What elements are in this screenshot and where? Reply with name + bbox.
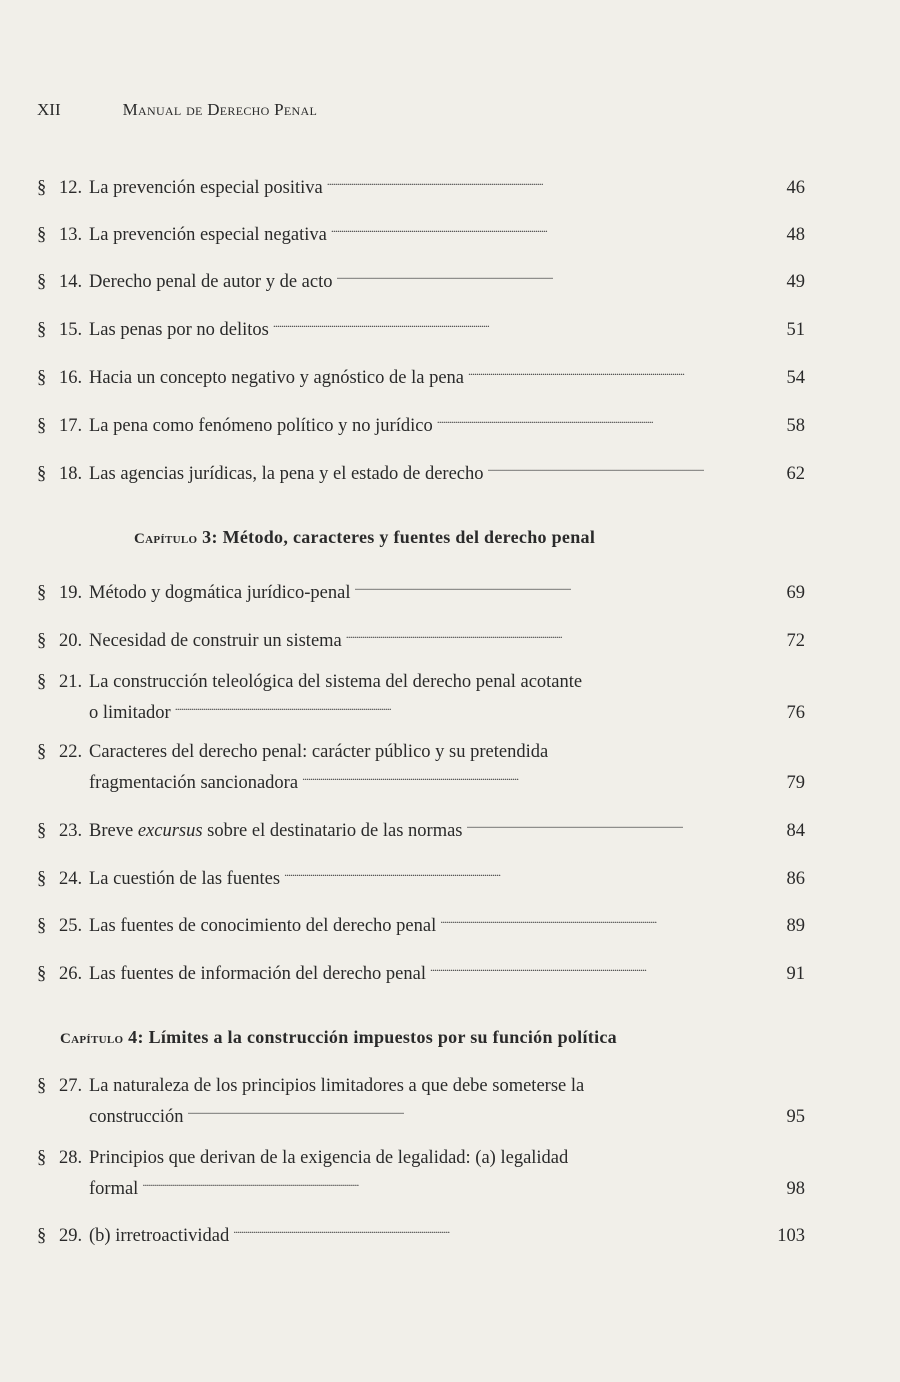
page-number: XII	[37, 100, 61, 119]
toc-entry[interactable]	[37, 622, 805, 653]
section-symbol: §	[37, 869, 47, 889]
section-number: 26.	[59, 964, 83, 984]
toc-entry[interactable]	[37, 1217, 805, 1248]
section-number: 13.	[59, 225, 83, 245]
entry-title-cont: o limitador	[89, 703, 171, 723]
section-symbol: §	[37, 631, 47, 651]
entry-title: La prevención especial negativa	[89, 225, 327, 245]
section-number: 14.	[59, 272, 83, 292]
running-header	[37, 100, 317, 120]
dot-leader	[437, 407, 727, 431]
chapter-heading	[134, 527, 595, 548]
entry-title: Derecho penal de autor y de acto	[89, 272, 333, 292]
dot-leader	[175, 694, 727, 718]
section-number: 22.	[59, 742, 83, 762]
entry-title-cont: formal	[89, 1179, 139, 1199]
entry-page: 98	[786, 1179, 805, 1199]
section-symbol: §	[37, 368, 47, 388]
entry-title: Método y dogmática jurídico-penal	[89, 583, 351, 603]
section-number: 12.	[59, 178, 83, 198]
entry-page: 79	[786, 773, 805, 793]
entry-page: 103	[777, 1226, 805, 1246]
entry-title: Caracteres del derecho penal: carácter público y su pretendida	[89, 742, 549, 762]
entry-page: 69	[786, 583, 805, 603]
toc-entry[interactable]	[37, 455, 805, 486]
toc-entry[interactable]	[37, 670, 805, 725]
section-symbol: §	[37, 583, 47, 603]
chapter-heading	[60, 1027, 617, 1048]
entry-title: Breve	[89, 821, 134, 841]
entry-title: Hacia un concepto negativo y agnóstico de la pena	[89, 368, 464, 388]
dot-leader	[327, 169, 727, 193]
section-number: 25.	[59, 916, 83, 936]
entry-title-italic: excursus	[137, 821, 203, 841]
dot-leader	[336, 263, 727, 287]
entry-title: sobre el destinatario de las normas	[207, 821, 463, 841]
section-symbol: §	[37, 225, 47, 245]
section-symbol: §	[37, 178, 47, 198]
toc-entry[interactable]	[37, 1146, 805, 1201]
entry-page: 51	[786, 320, 805, 340]
entry-page: 91	[786, 964, 805, 984]
toc-entry[interactable]	[37, 1074, 805, 1129]
entry-title: Principios que derivan de la exigencia de legalidad: (a) legalidad	[89, 1148, 569, 1168]
toc-entry[interactable]	[37, 740, 805, 795]
entry-page: 62	[786, 464, 805, 484]
entry-page: 86	[786, 869, 805, 889]
dot-leader	[188, 1098, 727, 1122]
toc-entry[interactable]	[37, 169, 805, 200]
toc-entry[interactable]	[37, 407, 805, 438]
toc-entry[interactable]	[37, 907, 805, 938]
toc-entry[interactable]	[37, 311, 805, 342]
section-symbol: §	[37, 1148, 47, 1168]
section-number: 17.	[59, 416, 83, 436]
entry-title: Necesidad de construir un sistema	[89, 631, 342, 651]
entry-page: 95	[786, 1107, 805, 1127]
chapter-label: Capítulo	[134, 531, 198, 547]
section-symbol: §	[37, 1076, 47, 1096]
dot-leader	[430, 955, 727, 979]
dot-leader	[142, 1170, 727, 1194]
dot-leader	[233, 1217, 727, 1241]
entry-title: La construcción teleológica del sistema del derecho penal acotante	[89, 672, 583, 692]
entry-title: La pena como fenómeno político y no jurídico	[89, 416, 433, 436]
section-number: 23.	[59, 821, 83, 841]
entry-page: 54	[786, 368, 805, 388]
chapter-title: 4: Límites a la construcción impuestos por su función política	[128, 1027, 617, 1047]
entry-title: Las agencias jurídicas, la pena y el estado de derecho	[89, 464, 484, 484]
dot-leader	[331, 216, 727, 240]
toc-entry[interactable]	[37, 216, 805, 247]
section-number: 19.	[59, 583, 83, 603]
section-symbol: §	[37, 416, 47, 436]
section-symbol: §	[37, 964, 47, 984]
dot-leader	[440, 907, 727, 931]
entry-page: 89	[786, 916, 805, 936]
entry-title: Las penas por no delitos	[89, 320, 269, 340]
section-number: 16.	[59, 368, 83, 388]
entry-title: La prevención especial positiva	[89, 178, 323, 198]
section-symbol: §	[37, 272, 47, 292]
section-number: 27.	[59, 1076, 83, 1096]
toc-entry[interactable]	[37, 860, 805, 891]
dot-leader	[488, 455, 728, 479]
section-symbol: §	[37, 742, 47, 762]
dot-leader	[468, 359, 727, 383]
entry-title: Las fuentes de conocimiento del derecho penal	[89, 916, 437, 936]
entry-title-cont: construcción	[89, 1107, 184, 1127]
book-title: Manual de Derecho Penal	[122, 100, 318, 119]
entry-page: 48	[786, 225, 805, 245]
entry-page: 72	[786, 631, 805, 651]
section-symbol: §	[37, 821, 47, 841]
entry-title: La naturaleza de los principios limitadores a que debe someterse la	[89, 1076, 585, 1096]
entry-page: 84	[786, 821, 805, 841]
entry-page: 58	[786, 416, 805, 436]
toc-entry[interactable]	[37, 955, 805, 986]
entry-title-cont: fragmentación sancionadora	[89, 773, 299, 793]
chapter-label: Capítulo	[60, 1031, 124, 1047]
dot-leader	[273, 311, 727, 335]
section-number: 28.	[59, 1148, 83, 1168]
section-symbol: §	[37, 672, 47, 692]
entry-page: 49	[786, 272, 805, 292]
entry-page: 76	[786, 703, 805, 723]
entry-title: (b) irretroactividad	[89, 1226, 230, 1246]
toc-entry[interactable]	[37, 574, 805, 605]
dot-leader	[346, 622, 727, 646]
dot-leader	[284, 860, 727, 884]
section-symbol: §	[37, 320, 47, 340]
toc-entry[interactable]	[37, 263, 805, 294]
section-number: 18.	[59, 464, 83, 484]
dot-leader	[355, 574, 728, 598]
entry-page: 46	[786, 178, 805, 198]
entry-title: Las fuentes de información del derecho penal	[89, 964, 426, 984]
section-number: 29.	[59, 1226, 83, 1246]
section-number: 24.	[59, 869, 83, 889]
section-symbol: §	[37, 464, 47, 484]
chapter-title: 3: Método, caracteres y fuentes del derecho penal	[202, 527, 596, 547]
entry-title: La cuestión de las fuentes	[89, 869, 281, 889]
toc-entry[interactable]	[37, 812, 805, 843]
section-symbol: §	[37, 1226, 47, 1246]
section-number: 21.	[59, 672, 83, 692]
dot-leader	[302, 764, 727, 788]
toc-entry[interactable]	[37, 359, 805, 390]
section-number: 20.	[59, 631, 83, 651]
dot-leader	[467, 812, 728, 836]
section-number: 15.	[59, 320, 83, 340]
section-symbol: §	[37, 916, 47, 936]
